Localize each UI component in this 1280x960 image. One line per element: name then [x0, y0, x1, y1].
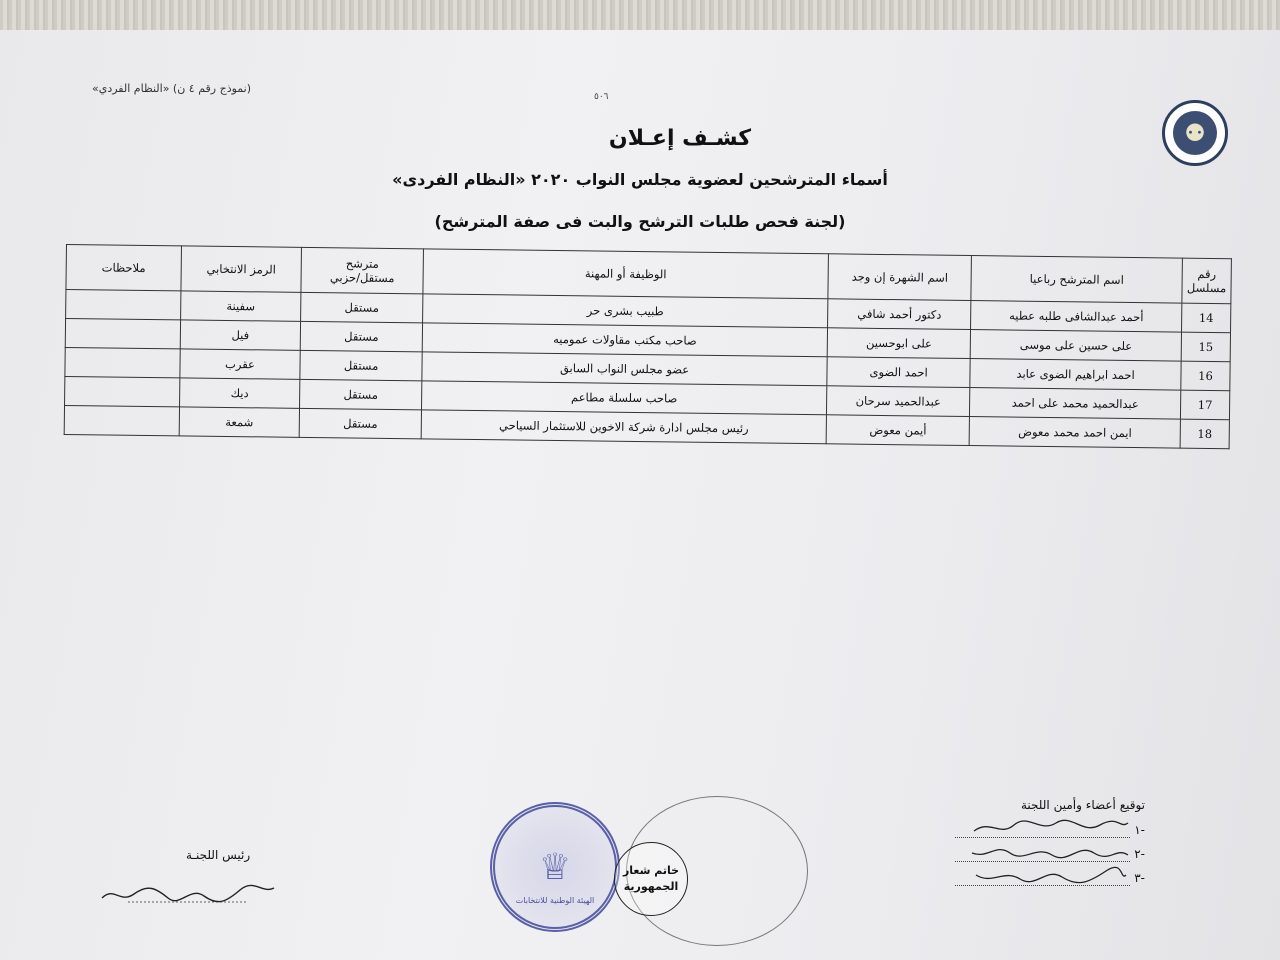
- header-full-name: اسم المترشح رباعيا: [971, 256, 1182, 304]
- document-subtitle: أسماء المترشحين لعضوية مجلس النواب ٢٠٢٠ «النظام الفردى»: [392, 170, 888, 189]
- republic-emblem-seal: [614, 842, 688, 916]
- cell-known-as: عبدالحميد سرحان: [827, 386, 970, 417]
- handwritten-signature: [955, 847, 1130, 862]
- cell-symbol: فيل: [180, 320, 301, 350]
- cell-full-name: على حسين على موسى: [970, 330, 1181, 362]
- cell-full-name: عبدالحميد محمد على احمد: [970, 388, 1181, 420]
- header-symbol: الرمز الانتخابي: [181, 246, 302, 292]
- eagle-emblem-icon: ♕: [538, 846, 572, 888]
- cell-known-as: احمد الضوى: [827, 357, 970, 388]
- cell-known-as: أيمن معوض: [826, 415, 969, 446]
- candidates-table: [64, 244, 1232, 449]
- handwritten-signature: [955, 871, 1130, 886]
- cell-symbol: عقرب: [180, 349, 301, 379]
- signature-line: [955, 842, 1145, 866]
- header-candidate-type: [301, 247, 423, 293]
- cell-serial: 14: [1182, 303, 1231, 333]
- cell-known-as: دكتور أحمد شافي: [828, 299, 971, 330]
- committee-chair-label: رئيس اللجنـة: [186, 848, 251, 862]
- committee-signatures: [955, 798, 1145, 890]
- cell-full-name: أحمد عبدالشافى طلبه عطيه: [971, 301, 1182, 333]
- cell-type: مستقل: [301, 292, 423, 322]
- cell-symbol: سفينة: [180, 291, 301, 321]
- page-number: ٥٠٦: [594, 92, 609, 102]
- cell-symbol: شمعة: [179, 407, 300, 437]
- seal-line1: خاتم شعار: [622, 864, 680, 877]
- cell-symbol: ديك: [179, 378, 300, 408]
- seal-line2: الجمهورية: [623, 880, 679, 893]
- cell-type: مستقل: [300, 379, 422, 409]
- authority-logo: [1162, 100, 1228, 166]
- cell-occupation: عضو مجلس النواب السابق: [422, 352, 827, 386]
- cell-type: مستقل: [299, 408, 421, 438]
- cell-occupation: رئيس مجلس ادارة شركة الاخوين للاستثمار السياحي: [421, 410, 826, 444]
- official-blue-stamp: [490, 802, 620, 932]
- cell-occupation: صاحب مكتب مقاولات عموميه: [422, 323, 827, 357]
- background-surface: [0, 0, 1280, 34]
- document-title: كشـف إعـلان: [608, 126, 752, 151]
- header-occupation: الوظيفة أو المهنة: [423, 249, 829, 299]
- header-type-line1: مترشح: [345, 256, 379, 271]
- cell-full-name: ايمن احمد محمد معوض: [969, 417, 1180, 449]
- header-type-line2: مستقل/حزبي: [329, 270, 395, 286]
- cell-serial: 18: [1180, 419, 1229, 449]
- signature-line: [955, 866, 1145, 890]
- header-serial-line1: رقم: [1197, 266, 1217, 282]
- signature-mark: -٣: [1134, 871, 1145, 885]
- header-known-as: اسم الشهرة إن وجد: [828, 254, 972, 301]
- chair-handwritten-signature: [98, 880, 278, 910]
- header-serial-line2: مسلسل: [1186, 280, 1227, 296]
- cell-notes: [65, 319, 180, 349]
- cell-type: مستقل: [300, 321, 422, 351]
- header-notes: ملاحظات: [66, 245, 181, 291]
- cell-notes: [66, 290, 181, 320]
- cell-type: مستقل: [300, 350, 422, 380]
- signature-mark: -١: [1134, 823, 1145, 837]
- cell-notes: [64, 405, 179, 435]
- cell-occupation: طبيب بشرى حر: [423, 294, 828, 328]
- cell-full-name: احمد ابراهيم الضوى عابد: [970, 359, 1181, 391]
- cell-notes: [65, 376, 180, 406]
- cell-known-as: على ابوحسين: [827, 328, 970, 359]
- stamp-text: الهيئة الوطنية للانتخابات: [515, 896, 595, 905]
- cell-notes: [65, 347, 180, 377]
- handwritten-signature: [955, 823, 1130, 838]
- form-number-note: (نموذج رقم ٤ ن) «النظام الفردي»: [92, 82, 251, 95]
- committee-name: (لجنة فحص طلبات الترشح والبت فى صفة المترشح): [434, 212, 846, 231]
- header-serial: [1182, 258, 1231, 304]
- national-election-authority-seal-icon: ⚉: [1173, 111, 1217, 155]
- cell-serial: 17: [1181, 390, 1230, 420]
- cell-occupation: صاحب سلسلة مطاعم: [422, 381, 827, 415]
- cell-serial: 15: [1181, 332, 1230, 362]
- signature-line: [955, 818, 1145, 842]
- signature-mark: -٢: [1134, 847, 1145, 861]
- signatures-title: توقيع أعضاء وأمين اللجنة: [1020, 798, 1145, 812]
- cell-serial: 16: [1181, 361, 1230, 391]
